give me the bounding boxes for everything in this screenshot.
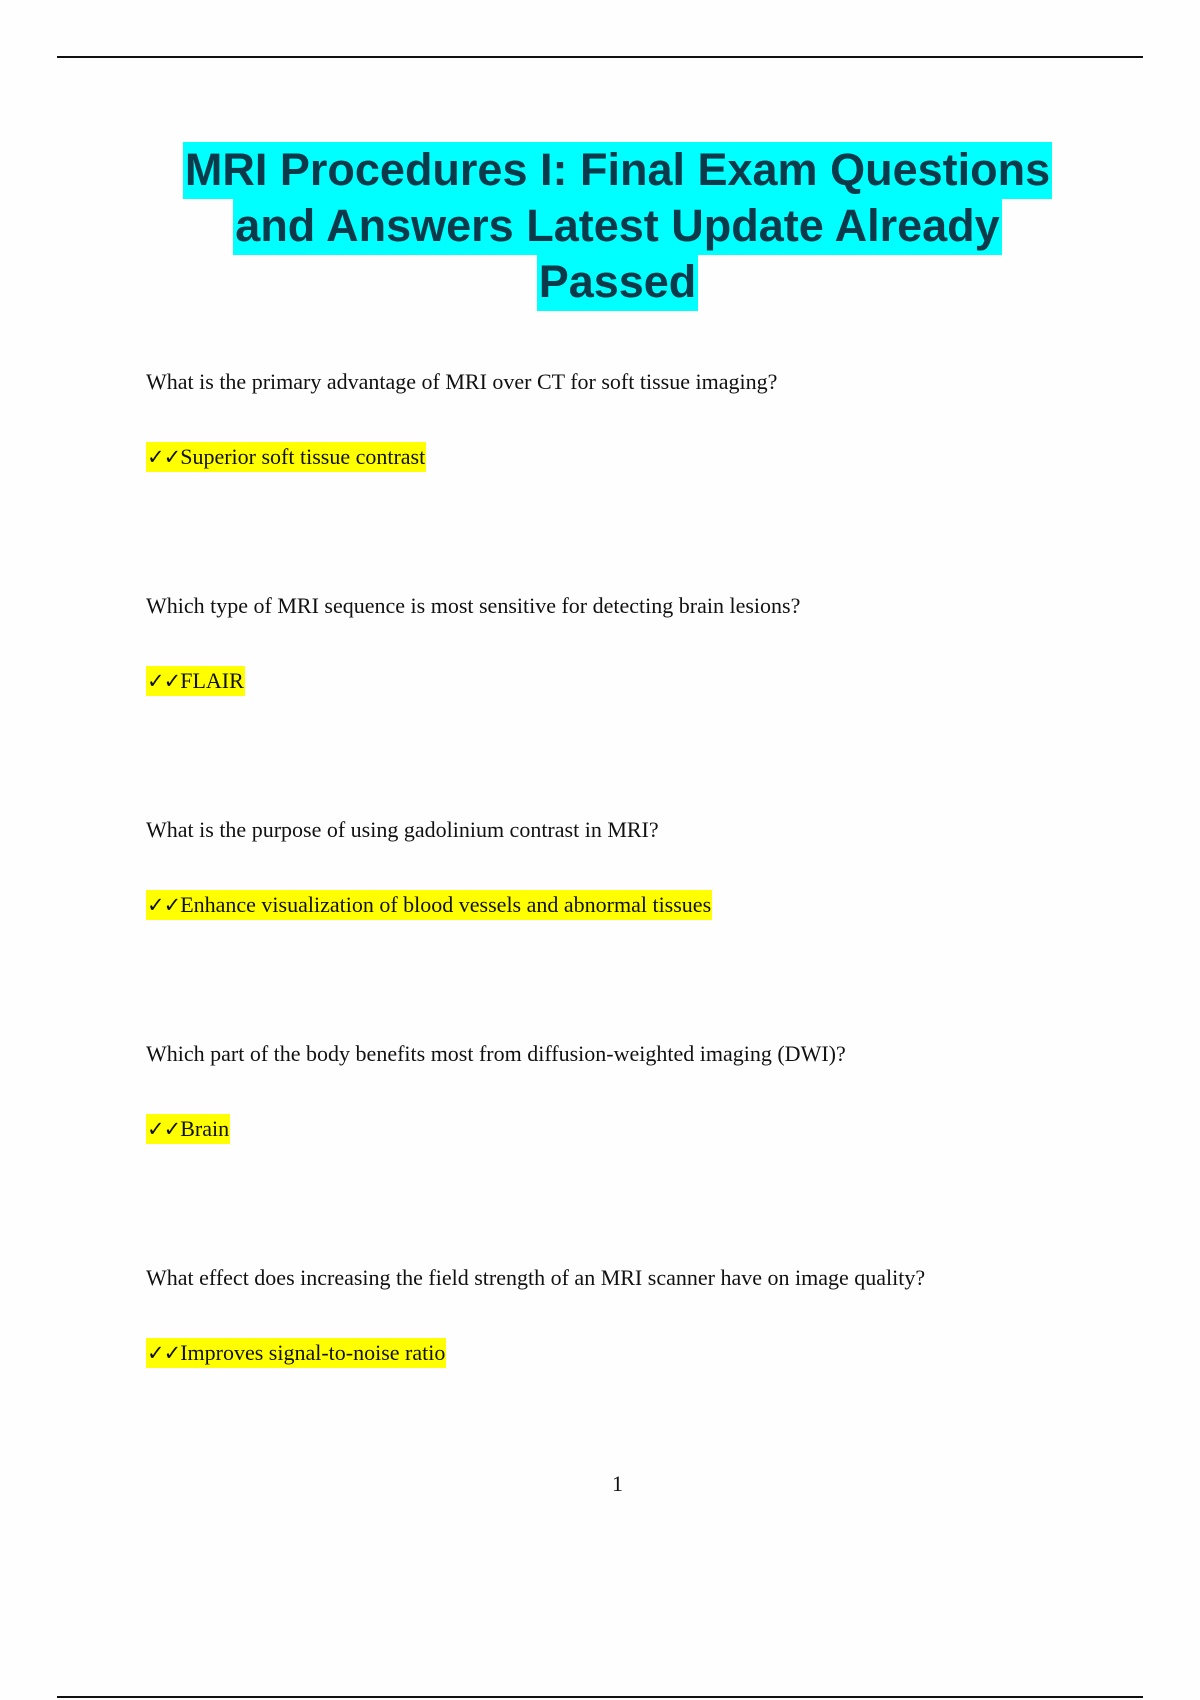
qa-item	[146, 1264, 1106, 1365]
double-check-icon: ✓✓	[147, 893, 181, 917]
bottom-rule	[57, 1696, 1143, 1698]
answer-label: Brain	[180, 1116, 230, 1141]
answer-text	[146, 666, 245, 696]
qa-item	[146, 1040, 1106, 1141]
double-check-icon: ✓✓	[147, 669, 181, 693]
top-rule	[57, 56, 1143, 58]
question-text: What effect does increasing the field strength of an MRI scanner have on image quality?	[146, 1265, 926, 1290]
question-text: Which type of MRI sequence is most sensitive for detecting brain lesions?	[146, 593, 801, 618]
title-line-1: MRI Procedures I: Final Exam Questions	[183, 142, 1052, 199]
question-text: What is the primary advantage of MRI over CT for soft tissue imaging?	[146, 369, 778, 394]
answer-text	[146, 1114, 230, 1144]
answer-label: Superior soft tissue contrast	[180, 444, 426, 469]
answer-text	[146, 1338, 446, 1368]
answer-text	[146, 442, 426, 472]
qa-item	[146, 816, 1106, 917]
double-check-icon: ✓✓	[147, 445, 181, 469]
document-title	[100, 142, 1135, 310]
double-check-icon: ✓✓	[147, 1117, 181, 1141]
qa-item	[146, 368, 1106, 469]
double-check-icon: ✓✓	[147, 1341, 181, 1365]
answer-label: FLAIR	[180, 668, 244, 693]
question-text: Which part of the body benefits most from diffusion-weighted imaging (DWI)?	[146, 1041, 846, 1066]
title-line-3: Passed	[537, 254, 699, 311]
answer-label: Enhance visualization of blood vessels and abnormal tissues	[180, 892, 712, 917]
title-line-2: and Answers Latest Update Already	[233, 198, 1001, 255]
answer-label: Improves signal-to-noise ratio	[180, 1340, 446, 1365]
qa-item	[146, 592, 1106, 693]
answer-text	[146, 890, 712, 920]
page-number: 1	[612, 1471, 623, 1496]
question-text: What is the purpose of using gadolinium contrast in MRI?	[146, 817, 659, 842]
